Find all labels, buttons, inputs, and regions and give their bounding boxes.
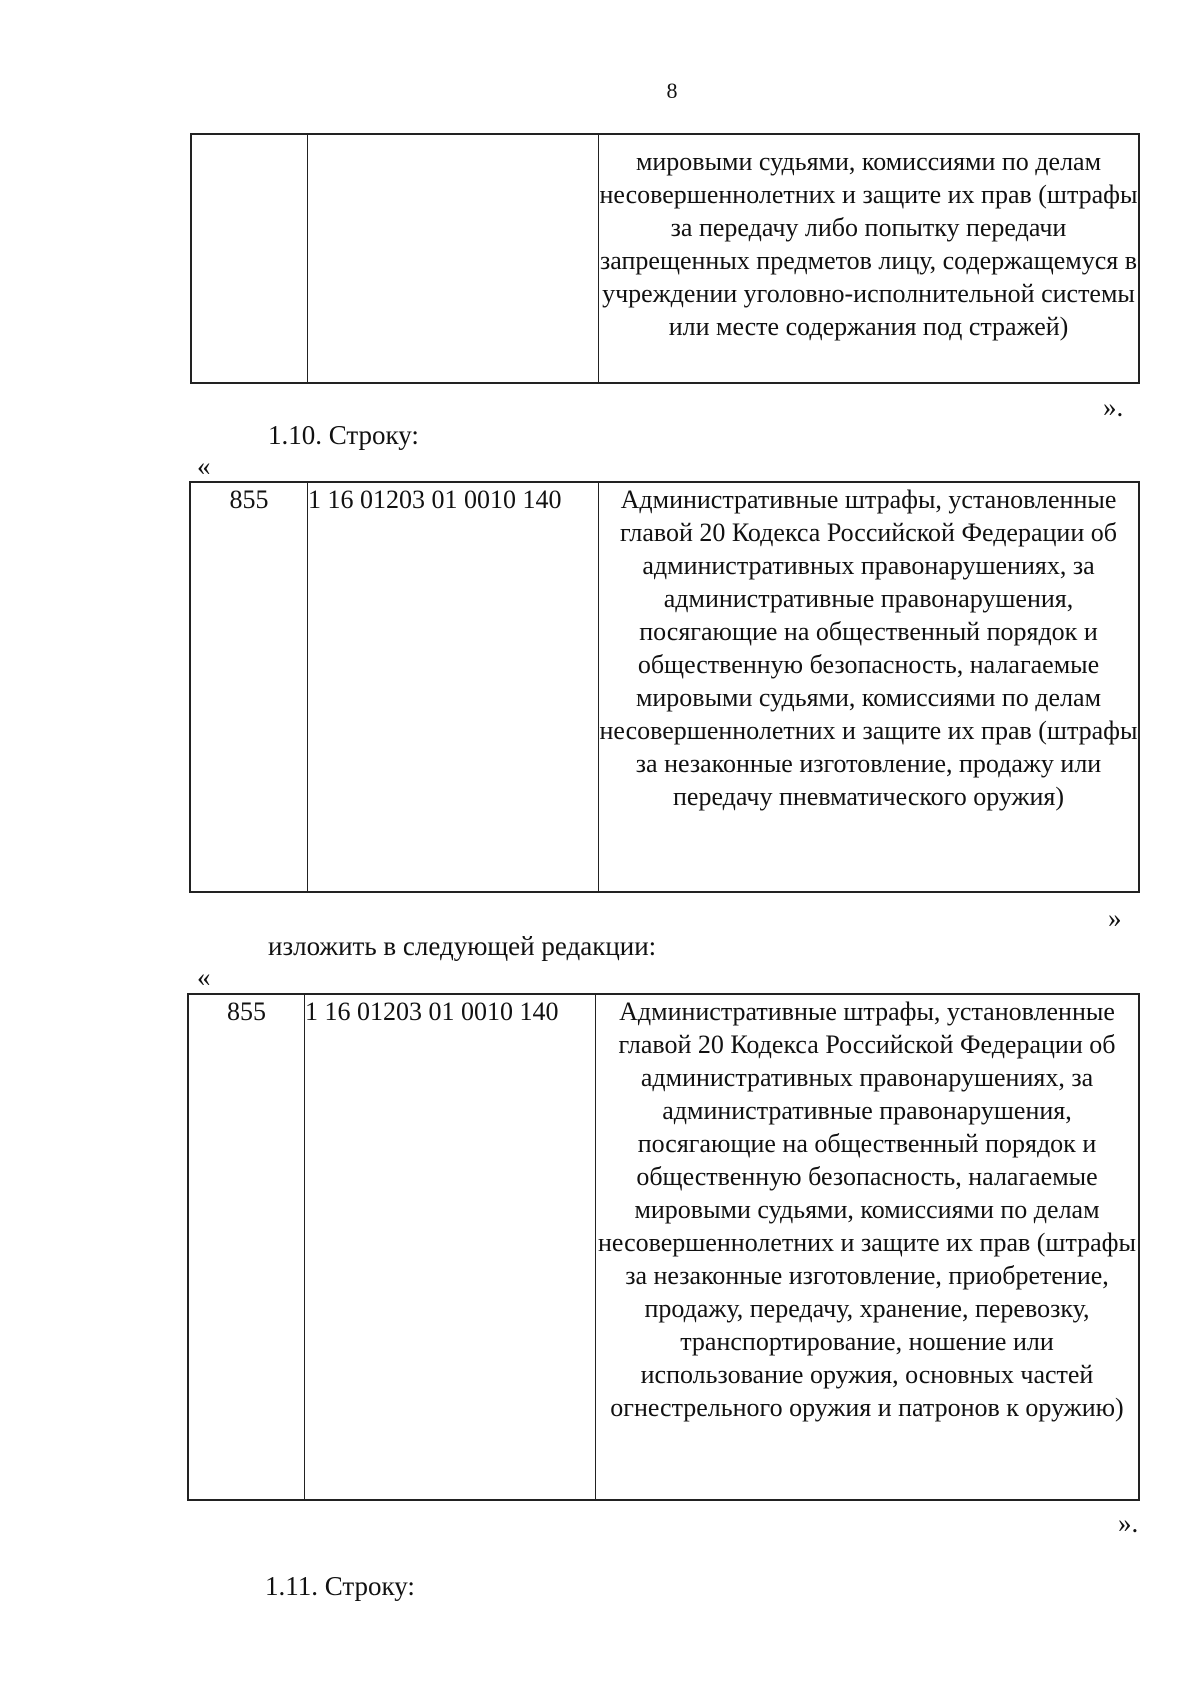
closing-quote: »	[1108, 903, 1122, 933]
page-number: 8	[666, 78, 678, 103]
kbk-cell: 1 16 01203 01 0010 140	[308, 482, 599, 892]
admin-code-cell: 855	[190, 482, 308, 892]
table-continuation	[190, 133, 1140, 384]
table-row	[188, 994, 1139, 1500]
admin-code-cell: 855	[188, 994, 305, 1500]
opening-quote: «	[197, 962, 211, 992]
replace-instruction: изложить в следующей редакции:	[268, 931, 657, 961]
section-heading-1-11: 1.11. Строку:	[265, 1571, 415, 1601]
opening-quote: «	[197, 451, 211, 481]
table-new-wording	[187, 993, 1140, 1501]
description-cell: Административные штрафы, установленные главой 20 Кодекса Российской Федерации об административных правонарушениях, за административные правонарушения, посягающие на общественный порядок и общественную безопасность, налагаемые мировыми судьями, комиссиями по делам несовершеннолетних и защите их прав (штрафы за незаконные изготовление, приобретение, продажу, передачу, хранение, перевозку, транспортирование, ношение или использование оружия, основных частей огнестрельного оружия и патронов к оружию)	[596, 994, 1140, 1500]
kbk-cell	[308, 134, 599, 383]
table-row	[191, 134, 1139, 383]
admin-code-cell	[191, 134, 308, 383]
table-row	[190, 482, 1139, 892]
closing-quote: ».	[1118, 1508, 1139, 1538]
kbk-cell: 1 16 01203 01 0010 140	[305, 994, 596, 1500]
table-old-wording	[189, 481, 1140, 893]
description-cell: мировыми судьями, комиссиями по делам несовершеннолетних и защите их прав (штрафы за передачу либо попытку передачи запрещенных предметов лицу, содержащемуся в учреждении уголовно-исполнительной системы или месте содержания под стражей)	[599, 134, 1140, 383]
closing-quote: ».	[1103, 392, 1124, 422]
section-heading-1-10: 1.10. Строку:	[268, 420, 419, 450]
description-cell: Административные штрафы, установленные главой 20 Кодекса Российской Федерации об административных правонарушениях, за административные правонарушения, посягающие на общественный порядок и общественную безопасность, налагаемые мировыми судьями, комиссиями по делам несовершеннолетних и защите их прав (штрафы за незаконные изготовление, продажу или передачу пневматического оружия)	[599, 482, 1140, 892]
